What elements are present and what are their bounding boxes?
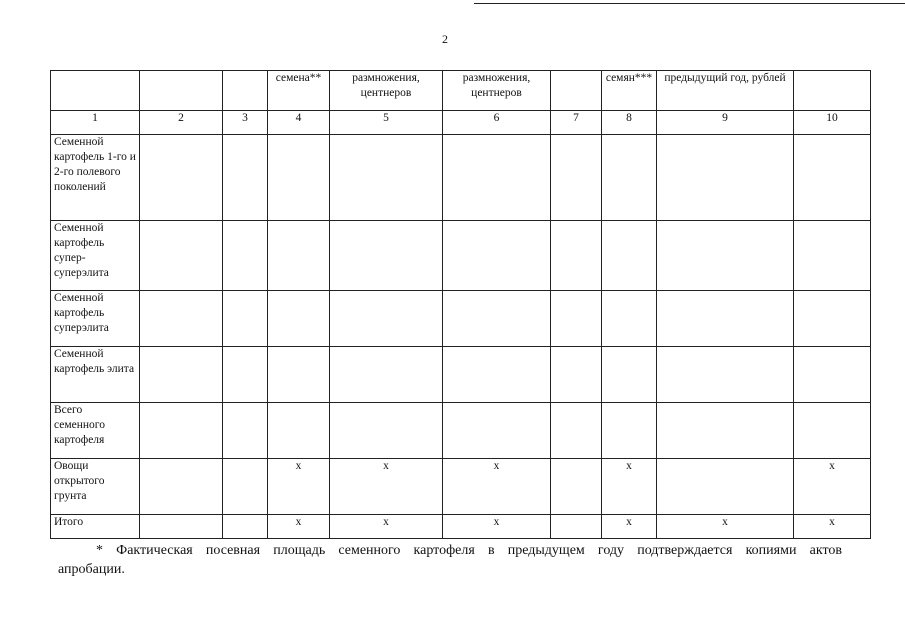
table-cell bbox=[794, 135, 871, 221]
table-cell: x bbox=[330, 515, 443, 539]
table-cell: x bbox=[602, 515, 657, 539]
table-cell bbox=[330, 221, 443, 291]
header-cell: предыдущий год, рублей bbox=[657, 71, 794, 111]
table-cell: x bbox=[443, 515, 551, 539]
table-cell bbox=[551, 347, 602, 403]
table-cell bbox=[223, 403, 268, 459]
footnote-line-2: апробации. bbox=[58, 562, 125, 577]
table-cell bbox=[657, 221, 794, 291]
table-cell bbox=[330, 291, 443, 347]
table-cell bbox=[140, 291, 223, 347]
seed-potato-table bbox=[50, 70, 871, 539]
column-number-cell: 2 bbox=[140, 111, 223, 135]
table-cell bbox=[140, 459, 223, 515]
table-cell bbox=[223, 347, 268, 403]
table-cell: x bbox=[330, 459, 443, 515]
table-cell: x bbox=[268, 515, 330, 539]
header-cell bbox=[51, 71, 140, 111]
column-number-cell: 5 bbox=[330, 111, 443, 135]
table-row bbox=[51, 291, 871, 347]
column-number-cell: 3 bbox=[223, 111, 268, 135]
column-number-cell: 10 bbox=[794, 111, 871, 135]
table-cell: x bbox=[602, 459, 657, 515]
header-cell: размножения, центнеров bbox=[330, 71, 443, 111]
table-cell bbox=[268, 221, 330, 291]
table-row bbox=[51, 403, 871, 459]
header-cell bbox=[223, 71, 268, 111]
table-cell: x bbox=[268, 459, 330, 515]
top-rule bbox=[474, 3, 905, 4]
table-cell bbox=[794, 403, 871, 459]
row-name-cell: Семенной картофель 1-го и 2-го полевого поколений bbox=[51, 135, 140, 221]
table-cell bbox=[551, 221, 602, 291]
table-cell bbox=[223, 135, 268, 221]
table-cell bbox=[794, 221, 871, 291]
row-name-cell: Итого bbox=[51, 515, 140, 539]
table-row bbox=[51, 135, 871, 221]
column-number-cell: 9 bbox=[657, 111, 794, 135]
row-name-cell: Овощи открытого грунта bbox=[51, 459, 140, 515]
table-cell bbox=[657, 459, 794, 515]
header-cell: семян*** bbox=[602, 71, 657, 111]
table-cell bbox=[657, 135, 794, 221]
table-cell: x bbox=[443, 459, 551, 515]
table-cell bbox=[140, 347, 223, 403]
table-cell bbox=[657, 403, 794, 459]
table-cell bbox=[602, 135, 657, 221]
table-cell bbox=[551, 291, 602, 347]
column-number-cell: 8 bbox=[602, 111, 657, 135]
table-cell bbox=[602, 221, 657, 291]
table-row bbox=[51, 515, 871, 539]
table-cell bbox=[602, 347, 657, 403]
table-cell bbox=[223, 459, 268, 515]
table-cell bbox=[443, 221, 551, 291]
table-cell bbox=[657, 347, 794, 403]
header-cell: семена** bbox=[268, 71, 330, 111]
column-number-cell: 6 bbox=[443, 111, 551, 135]
table-cell bbox=[140, 515, 223, 539]
table-cell bbox=[443, 291, 551, 347]
table-cell bbox=[223, 291, 268, 347]
table-cell bbox=[443, 347, 551, 403]
table-row bbox=[51, 459, 871, 515]
table-cell bbox=[657, 291, 794, 347]
header-cell bbox=[140, 71, 223, 111]
column-number-cell: 4 bbox=[268, 111, 330, 135]
table-cell: x bbox=[794, 459, 871, 515]
table-cell bbox=[223, 221, 268, 291]
table-cell bbox=[140, 135, 223, 221]
row-name-cell: Семенной картофель элита bbox=[51, 347, 140, 403]
row-name-cell: Всего семенного картофеля bbox=[51, 403, 140, 459]
header-cell bbox=[551, 71, 602, 111]
table-cell bbox=[794, 347, 871, 403]
table-cell bbox=[443, 135, 551, 221]
table-cell bbox=[268, 135, 330, 221]
footnote bbox=[58, 541, 842, 579]
table-cell bbox=[268, 403, 330, 459]
table-cell bbox=[268, 291, 330, 347]
column-number-cell: 7 bbox=[551, 111, 602, 135]
table-cell bbox=[223, 515, 268, 539]
table-cell bbox=[268, 347, 330, 403]
table-cell bbox=[330, 347, 443, 403]
column-number-row bbox=[51, 111, 871, 135]
footnote-line-1: * Фактическая посевная площадь семенного картофеля в предыдущем году подтверждается копиями актов bbox=[96, 543, 842, 558]
table-cell bbox=[551, 403, 602, 459]
table-row bbox=[51, 221, 871, 291]
table-cell bbox=[140, 403, 223, 459]
table-cell bbox=[551, 459, 602, 515]
table-cell bbox=[140, 221, 223, 291]
row-name-cell: Семенной картофель супер-суперэлита bbox=[51, 221, 140, 291]
table-header-row bbox=[51, 71, 871, 111]
header-cell: размножения, центнеров bbox=[443, 71, 551, 111]
table-cell bbox=[551, 135, 602, 221]
table-cell bbox=[551, 515, 602, 539]
table-cell: x bbox=[657, 515, 794, 539]
table-cell bbox=[443, 403, 551, 459]
row-name-cell: Семенной картофель суперэлита bbox=[51, 291, 140, 347]
table-cell bbox=[602, 291, 657, 347]
header-cell bbox=[794, 71, 871, 111]
column-number-cell: 1 bbox=[51, 111, 140, 135]
page-number: 2 bbox=[442, 32, 448, 46]
table-cell: x bbox=[794, 515, 871, 539]
table-cell bbox=[794, 291, 871, 347]
table-cell bbox=[330, 135, 443, 221]
table-row bbox=[51, 347, 871, 403]
table-cell bbox=[330, 403, 443, 459]
table-cell bbox=[602, 403, 657, 459]
